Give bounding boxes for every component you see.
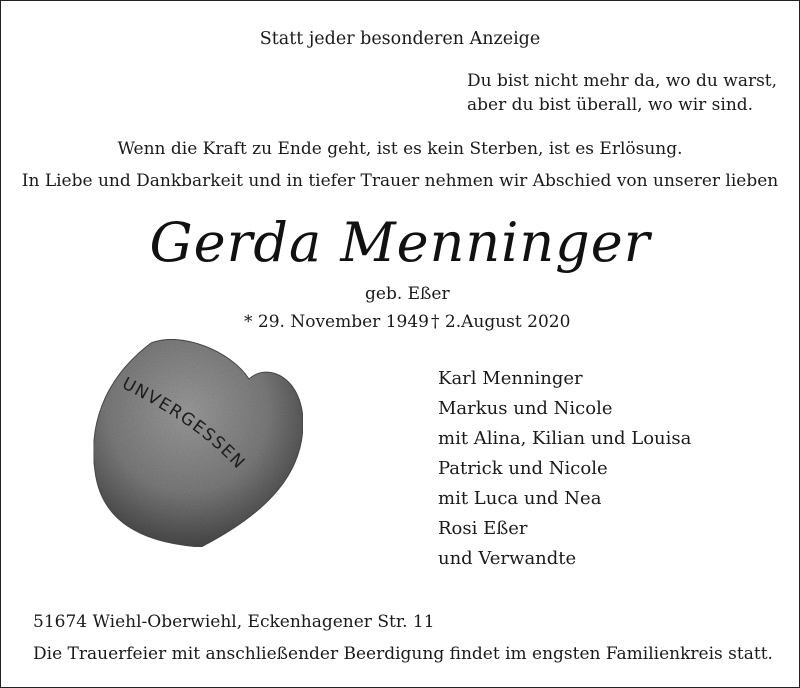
farewell-line: In Liebe und Dankbarkeit und in tiefer Trauer nehmen wir Abschied von unserer lieben [21,171,779,191]
mourning-address: 51674 Wiehl-Oberwiehl, Eckenhagener Str. 11 [33,612,435,632]
family-member: Karl Menninger [438,368,583,389]
family-member: Markus und Nicole [438,398,613,419]
maiden-name: geb. Eßer [365,284,450,304]
strength-line: Wenn die Kraft zu Ende geht, ist es kein Sterben, ist es Erlösung. [117,139,683,159]
family-member: mit Alina, Kilian und Louisa [438,428,692,449]
family-member: mit Luca und Nea [438,488,602,509]
funeral-note: Die Trauerfeier mit anschließender Beerdigung findet im engsten Familienkreis statt. [33,644,773,664]
poem-line-1: Du bist nicht mehr da, wo du warst, [467,71,778,91]
family-member: und Verwandte [438,548,577,569]
deceased-name: Gerda Menninger [149,211,651,274]
family-member: Rosi Eßer [438,518,528,539]
birth-date: * 29. November 1949 [244,312,429,332]
heart-stone-image [81,321,311,561]
stone-engraving: UNVERGESSEN [118,373,250,474]
family-member: Patrick und Nicole [438,458,608,479]
death-date: † 2.August 2020 [431,312,571,332]
notice-heading: Statt jeder besonderen Anzeige [259,29,541,49]
poem-line-2: aber du bist überall, wo wir sind. [467,95,754,115]
